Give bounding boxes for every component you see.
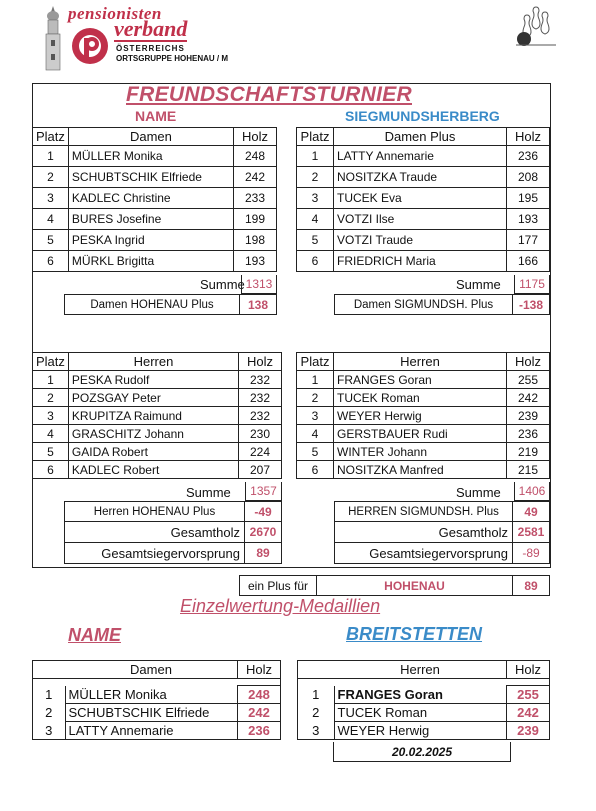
- table-row: 3 KRUPITZA Raimund 232: [33, 407, 282, 425]
- damen-left-table: [32, 127, 277, 272]
- damen-left-sum-label: Summe: [200, 277, 245, 292]
- herren-right-plus-box: HERREN SIGMUNDSH. Plus 49: [334, 501, 550, 522]
- table-row: 5 WINTER Johann 219: [297, 443, 550, 461]
- table-row: 1 PESKA Rudolf 232: [33, 371, 282, 389]
- table-row: 4 VOTZI Ilse 193: [297, 209, 550, 230]
- damen-left-plus-box: Damen HOHENAU Plus 138: [64, 294, 277, 315]
- table-row: 4 GRASCHITZ Johann 230: [33, 425, 282, 443]
- table-row: 1 LATTY Annemarie 236: [297, 146, 550, 167]
- table-row: 2 TUCEK Roman 242: [298, 704, 550, 722]
- col-holz: Holz: [507, 661, 550, 679]
- col-herren: Herren: [68, 353, 238, 371]
- table-row: 3 WEYER Herwig 239: [298, 722, 550, 740]
- table-row: 6 FRIEDRICH Maria 166: [297, 251, 550, 272]
- medal-herren-table: [297, 660, 550, 740]
- pv-logo-icon: [70, 26, 110, 66]
- col-platz: Platz: [33, 353, 69, 371]
- table-row: 6 MÜRKL Brigitta 193: [33, 251, 277, 272]
- col-platz: Platz: [297, 128, 334, 146]
- table-row: 6 NOSITZKA Manfred 215: [297, 461, 550, 479]
- org-country: ÖSTERREICHS: [116, 44, 185, 53]
- table-row: 5 PESKA Ingrid 198: [33, 230, 277, 251]
- table-row: 1 FRANGES Goran 255: [297, 371, 550, 389]
- date: 20.02.2025: [391, 744, 453, 759]
- col-damen: Damen: [65, 661, 238, 679]
- col-damen-plus: Damen Plus: [334, 128, 507, 146]
- table-row: 2 SCHUBTSCHIK Elfriede 242: [33, 704, 281, 722]
- table-row: 3 KADLEC Christine 233: [33, 188, 277, 209]
- medal-damen-table: [32, 660, 281, 740]
- col-platz: Platz: [33, 128, 69, 146]
- col-damen: Damen: [68, 128, 233, 146]
- damen-left-sum: 1313: [241, 275, 277, 294]
- damen-right-sum-label: Summe: [456, 277, 501, 292]
- table-row: 3 LATTY Annemarie 236: [33, 722, 281, 740]
- org-line2: verband: [114, 16, 188, 41]
- table-row: 4 BURES Josefine 199: [33, 209, 277, 230]
- col-herren: Herren: [334, 353, 507, 371]
- table-row: 1 FRANGES Goran 255: [298, 686, 550, 704]
- logo: [36, 4, 266, 74]
- gesamtholz-right-box: Gesamtholz 2581: [334, 522, 550, 543]
- damen-right-sum: 1175: [514, 275, 550, 294]
- org-group: ORTSGRUPPE HOHENAU / M: [116, 54, 229, 63]
- medal-title: Einzelwertung-Medaillien: [180, 596, 381, 616]
- col-holz: Holz: [507, 353, 550, 371]
- medal-right-team: BREITSTETTEN: [346, 624, 483, 644]
- vorsprung-right-box: Gesamtsiegervorsprung -89: [334, 543, 550, 564]
- herren-right-table: [296, 352, 550, 479]
- medal-left-team: NAME: [68, 625, 121, 645]
- col-holz: Holz: [234, 128, 277, 146]
- table-row: 4 GERSTBAUER Rudi 236: [297, 425, 550, 443]
- damen-right-plus-box: Damen SIGMUNDSH. Plus -138: [334, 294, 550, 315]
- damen-right-table: [296, 127, 550, 272]
- gesamtholz-left-box: Gesamtholz 2670: [64, 522, 282, 543]
- table-row: 1 MÜLLER Monika 248: [33, 686, 281, 704]
- herren-right-sum: 1406: [514, 482, 550, 501]
- table-row: 5 GAIDA Robert 224: [33, 443, 282, 461]
- herren-left-sum-label: Summe: [186, 485, 231, 500]
- table-row: 3 WEYER Herwig 239: [297, 407, 550, 425]
- page-title: FREUNDSCHAFTSTURNIER: [126, 83, 412, 106]
- herren-left-sum: 1357: [245, 482, 282, 501]
- col-herren: Herren: [334, 661, 507, 679]
- col-holz: Holz: [239, 353, 282, 371]
- plus-summary-box: ein Plus für HOHENAU 89: [239, 575, 550, 596]
- col-holz: Holz: [507, 128, 550, 146]
- table-row: 5 VOTZI Traude 177: [297, 230, 550, 251]
- table-row: 2 SCHUBTSCHIK Elfriede 242: [33, 167, 277, 188]
- church-tower-icon: [40, 4, 66, 72]
- table-row: 2 POZSGAY Peter 232: [33, 389, 282, 407]
- table-row: 3 TUCEK Eva 195: [297, 188, 550, 209]
- bowling-icon: [514, 4, 558, 48]
- table-row: 2 TUCEK Roman 242: [297, 389, 550, 407]
- herren-right-sum-label: Summe: [456, 485, 501, 500]
- col-platz: Platz: [297, 353, 334, 371]
- col-holz: Holz: [238, 661, 281, 679]
- herren-left-plus-box: Herren HOHENAU Plus -49: [64, 501, 282, 522]
- org-line1: pensionisten: [68, 4, 162, 23]
- table-row: 2 NOSITZKA Traude 208: [297, 167, 550, 188]
- table-row: 6 KADLEC Robert 207: [33, 461, 282, 479]
- right-team-name: SIEGMUNDSHERBERG: [345, 108, 500, 124]
- table-row: 1 MÜLLER Monika 248: [33, 146, 277, 167]
- vorsprung-left-box: Gesamtsiegervorsprung 89: [64, 543, 282, 564]
- date-box: [333, 742, 511, 762]
- left-team-name: NAME: [135, 108, 177, 124]
- herren-left-table: [32, 352, 282, 479]
